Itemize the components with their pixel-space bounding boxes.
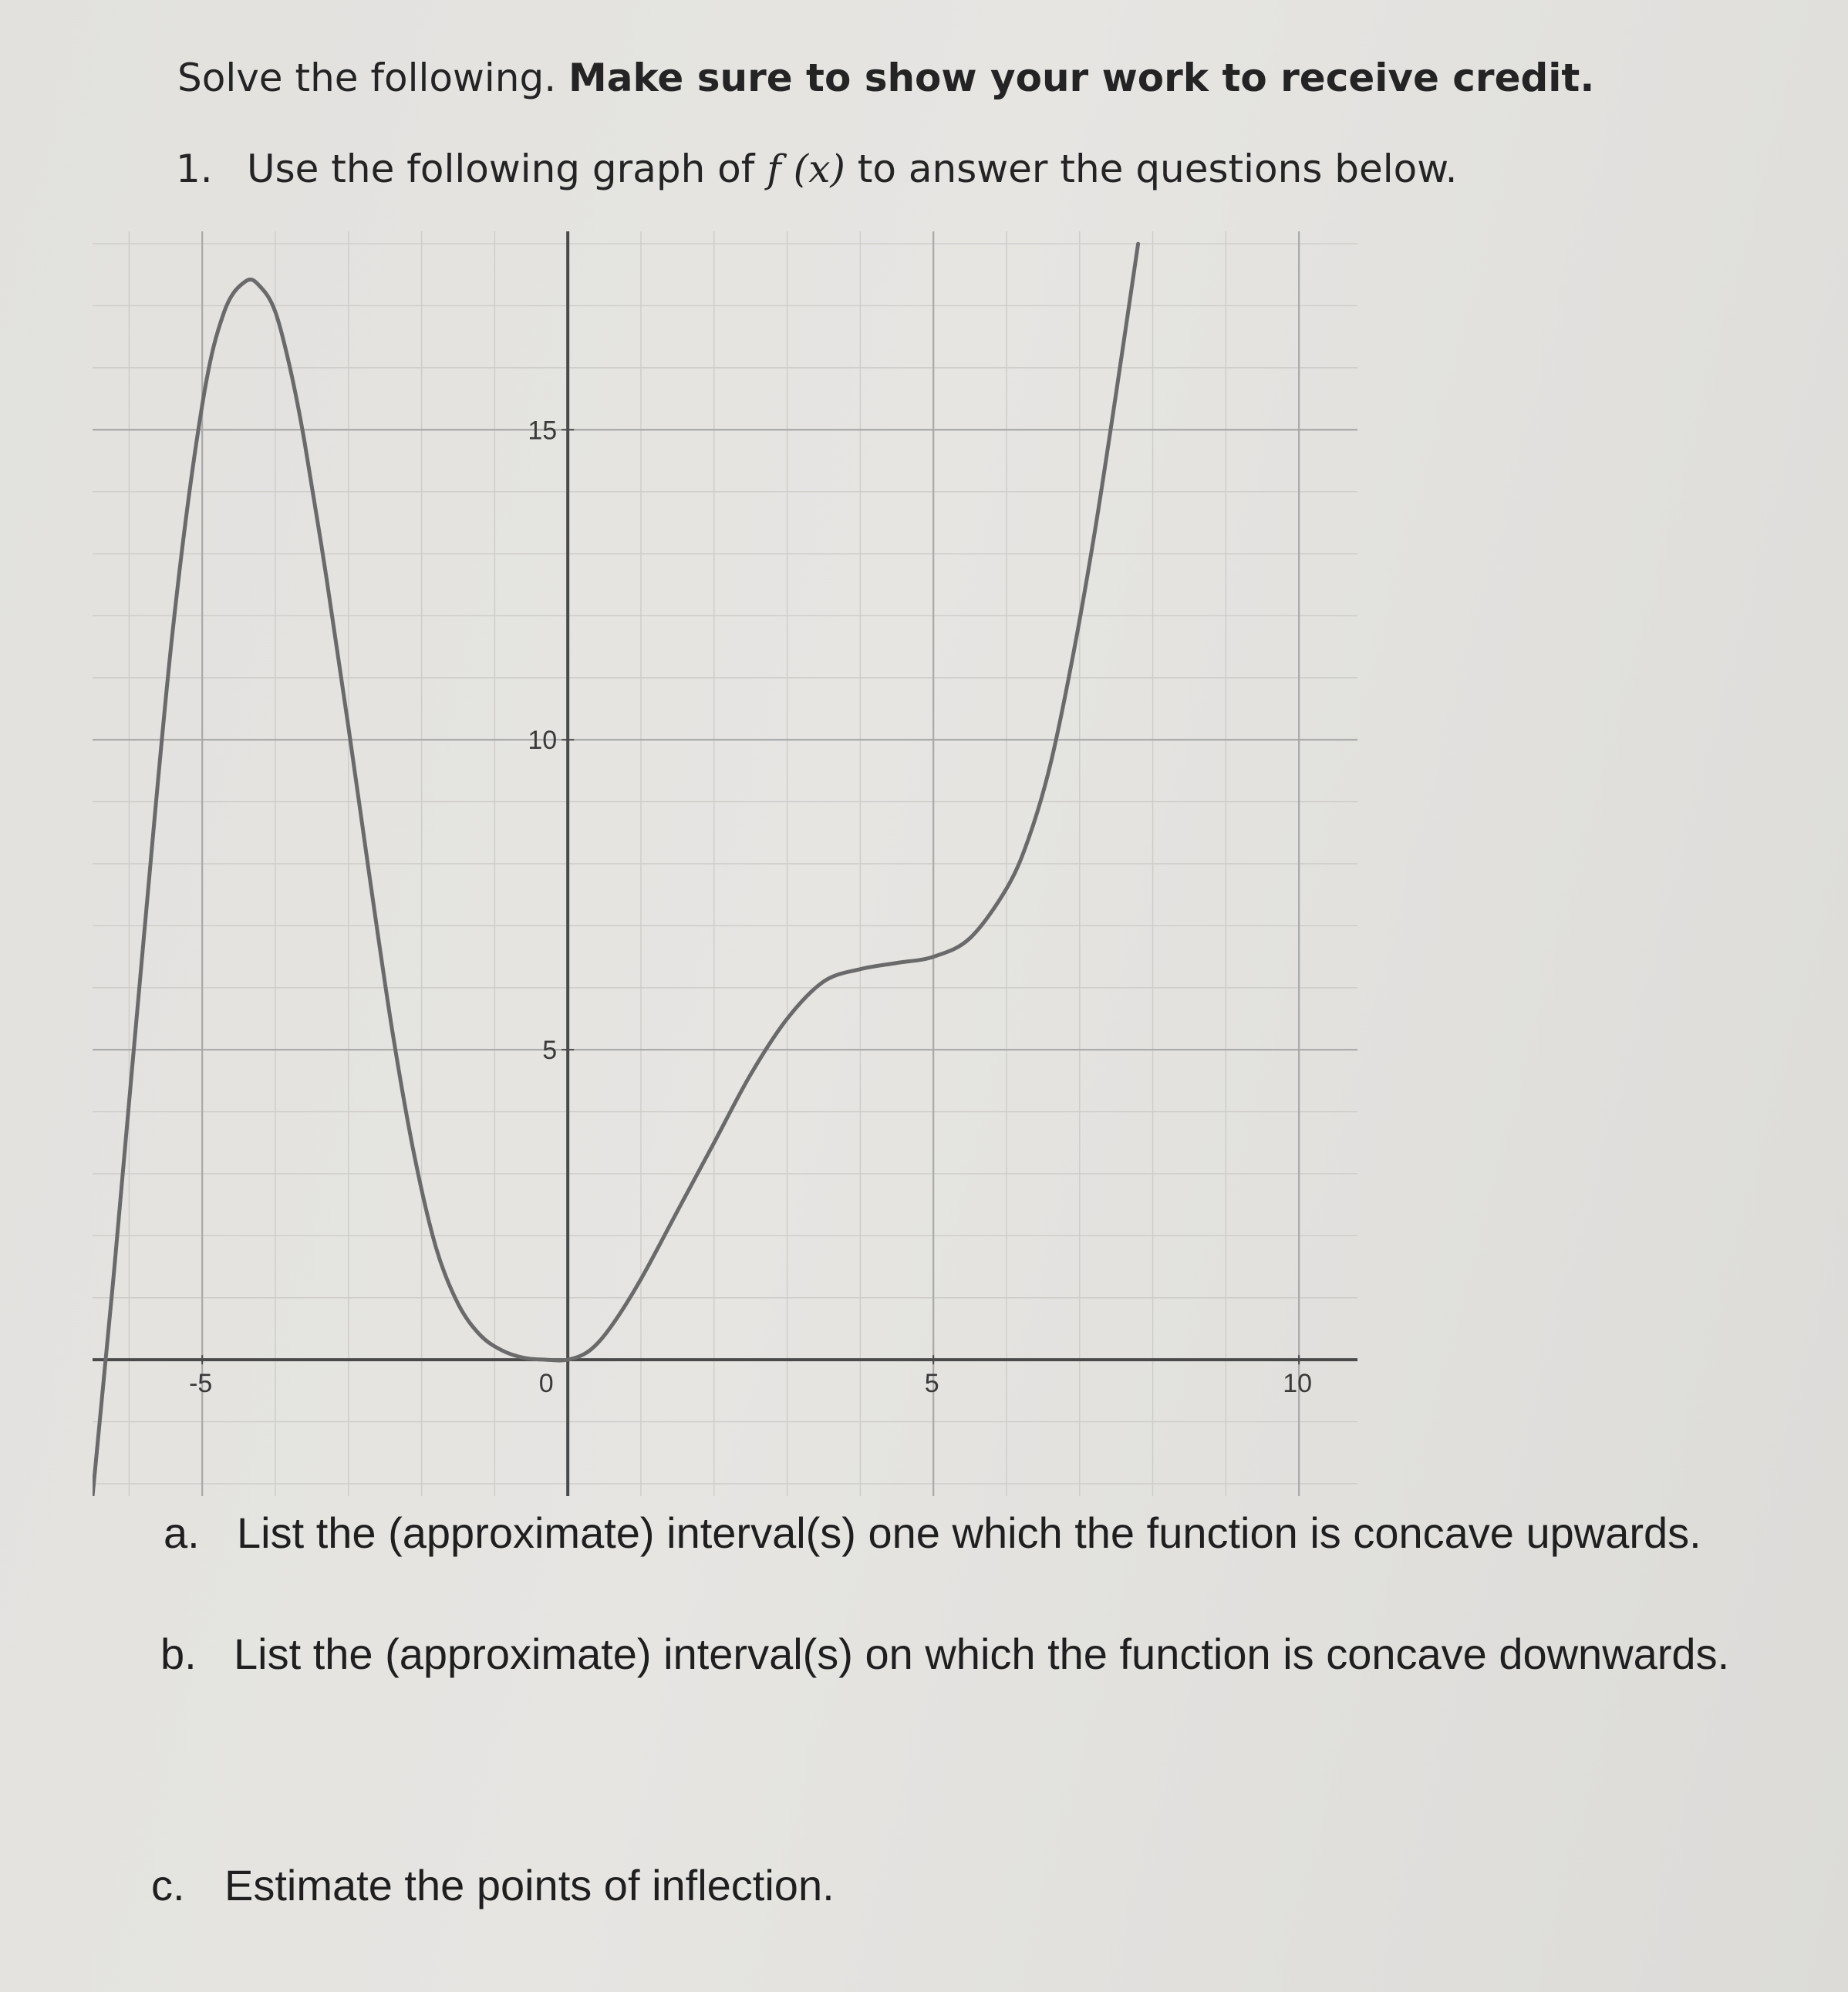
question-1	[176, 147, 1457, 191]
x-tick-label: 5	[924, 1369, 939, 1399]
sub-question-a	[164, 1508, 1701, 1558]
grid-minor	[93, 231, 1357, 1496]
sub-question-b	[160, 1629, 1729, 1679]
tick-labels	[189, 416, 1312, 1398]
instructions-bold: Make sure to show your work to receive credit.	[568, 56, 1595, 100]
sub-question-a-label: a.	[164, 1508, 200, 1557]
function-graph	[93, 231, 1357, 1496]
x-tick-label: 10	[1283, 1369, 1313, 1399]
function-curve	[93, 244, 1138, 1496]
sub-question-c-label: c.	[151, 1861, 185, 1909]
x-tick-label: 0	[538, 1369, 554, 1399]
instructions	[177, 56, 1594, 100]
question-number: 1.	[176, 147, 213, 191]
instructions-plain: Solve the following.	[177, 56, 568, 100]
question-text-after: to answer the questions below.	[845, 147, 1458, 191]
function-notation: f (x)	[767, 147, 845, 191]
y-tick-label: 10	[528, 726, 558, 756]
sub-question-c	[151, 1860, 835, 1910]
question-text-before: Use the following graph of	[247, 147, 767, 191]
sub-question-b-text: List the (approximate) interval(s) on which the function is concave downwards.	[234, 1630, 1730, 1678]
x-tick-label: -5	[189, 1369, 213, 1399]
y-tick-label: 5	[542, 1036, 558, 1066]
sub-question-c-text: Estimate the points of inflection.	[224, 1861, 835, 1909]
sub-question-a-text: List the (approximate) interval(s) one which the function is concave upwards.	[237, 1508, 1701, 1557]
sub-question-b-label: b.	[160, 1630, 197, 1678]
y-tick-label: 15	[528, 416, 558, 446]
